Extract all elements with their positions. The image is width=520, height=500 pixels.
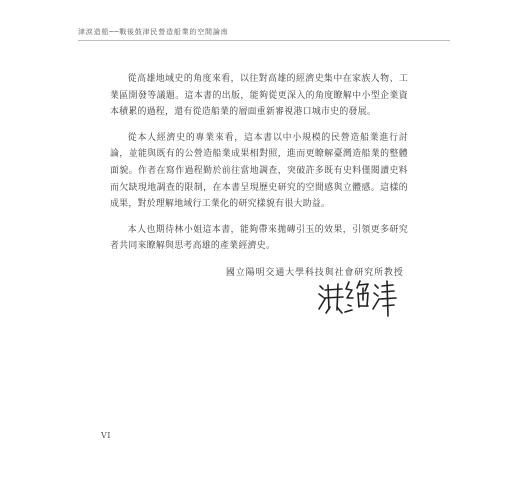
paragraph-3: 本人也期待林小姐這本書，能夠帶來拋磚引玉的效果，引領更多研究者共同來瞭解與思考高雄的產業經濟史。 [110, 224, 408, 252]
page-number: VI [101, 431, 111, 440]
handwritten-signature [316, 276, 398, 318]
preface-body [110, 55, 408, 264]
running-header: 津涙造船──戰後鼓津民營造船業的空間論南 [78, 28, 229, 36]
paragraph-2: 從本人經濟史的專業來看，這本書以中小規模的民營造船業進行討論，並能與既有的公營造船業成果相對照，進而更瞭解臺灣造船業的整體面貌。作者在寫作過程勤於前往當地調查，突破許多既有史料僅閱讀史料而欠缺現地調查的限制，在本書呈現歷史研究的空間感與立體感。這樣的成果，對於理解地域行工業化的研究樣貌有很大助益。 [110, 132, 408, 210]
author-affiliation: 國立陽明交通大學科技與社會研究所教授 [226, 268, 404, 278]
paragraph-1: 從高雄地域史的角度來看，以往對高雄的經濟史集中在家族人物、工業區開發等議題。這本書的出版，能夠從更深入的角度瞭解中小型企業資本積累的過程，還有從造船業的層面重新審視港口城市史的發展。 [110, 74, 408, 118]
header-divider [78, 40, 450, 41]
